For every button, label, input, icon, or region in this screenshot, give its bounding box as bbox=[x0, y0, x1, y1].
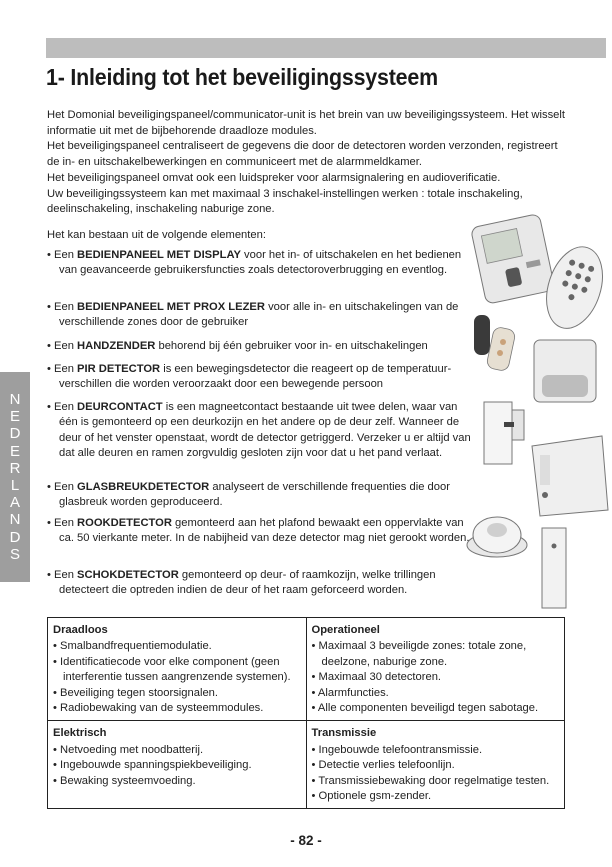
bullet-prefix: • Een bbox=[47, 249, 78, 261]
list-item-deurcontact bbox=[47, 400, 477, 462]
shock-detector-illustration bbox=[542, 528, 566, 608]
list-item-bedienpaneel-display bbox=[47, 248, 477, 279]
display-keypad-illustration bbox=[470, 213, 555, 304]
bullet-prefix: • Een bbox=[47, 301, 78, 313]
intro-paragraph: Het beveiligingspaneel omvat ook een luidspreker voor alarmsignalering en audioverificatie. bbox=[47, 171, 501, 184]
device-illustrations bbox=[462, 210, 612, 610]
list-item-schokdetector bbox=[47, 568, 477, 599]
specifications-table bbox=[47, 617, 565, 809]
table-row bbox=[48, 618, 565, 721]
spec-item: • Bewaking systeemvoeding. bbox=[53, 774, 196, 787]
spec-item: • Transmissiebewaking door regelmatige testen. bbox=[311, 774, 550, 787]
side-tab-letter: N bbox=[9, 390, 21, 408]
spec-cell-elektrisch bbox=[48, 721, 307, 809]
spec-item: • Ingebouwde spanningspiekbeveiliging. bbox=[53, 759, 252, 772]
item-name: PIR DETECTOR bbox=[77, 363, 161, 375]
table-row bbox=[48, 721, 565, 809]
bullet-prefix: • Een bbox=[47, 340, 78, 352]
spec-heading: Transmissie bbox=[311, 727, 377, 740]
page-number: - 82 - bbox=[290, 833, 322, 848]
item-description: analyseert de verschillende frequenties die door glasbreuk worden geproduceerd. bbox=[59, 481, 450, 509]
spec-heading: Operationeel bbox=[311, 624, 380, 636]
bullet-prefix: • Een bbox=[47, 363, 78, 375]
pir-detector-illustration bbox=[534, 340, 596, 402]
bullet-prefix: • Een bbox=[47, 401, 78, 413]
side-tab-letter: L bbox=[10, 477, 20, 494]
item-description: voor alle in- en uitschakelingen van de verschillende zones door de gebruiker bbox=[59, 301, 459, 329]
item-name: GLASBREUKDETECTOR bbox=[77, 481, 210, 493]
remote-fob-illustration bbox=[474, 315, 516, 372]
item-description: gemonteerd op deur- of raamkozijn, welke trillingen detecteert die optreden indien de deur of het raam geforceerd worden. bbox=[59, 569, 436, 597]
spec-cell-transmissie bbox=[306, 721, 565, 809]
list-item-handzender bbox=[47, 339, 477, 354]
spec-heading: Draadloos bbox=[53, 624, 108, 636]
item-name: BEDIENPANEEL MET DISPLAY bbox=[77, 249, 241, 261]
header-bar bbox=[46, 38, 606, 58]
item-name: ROOKDETECTOR bbox=[77, 517, 172, 529]
spec-item: • Detectie verlies telefoonlijn. bbox=[311, 759, 455, 772]
side-tab-letter: E bbox=[9, 408, 20, 426]
item-name: BEDIENPANEEL MET PROX LEZER bbox=[77, 301, 265, 313]
bullet-prefix: • Een bbox=[47, 517, 78, 529]
intro-paragraph: Het Domonial beveiligingspaneel/communicator-unit is het brein van uw beveiligingssysteem. Het wisselt informatie uit met de bijbehorende draadloze modules. bbox=[47, 109, 565, 137]
item-name: SCHOKDETECTOR bbox=[77, 569, 179, 581]
side-tab-letter: A bbox=[9, 494, 20, 512]
spec-item: • Netvoeding met noodbatterij. bbox=[53, 743, 204, 756]
spec-item: • Smalbandfrequentiemodulatie. bbox=[53, 640, 212, 653]
spec-item: • Alarmfuncties. bbox=[311, 686, 389, 699]
intro-paragraph: Het beveiligingspaneel centraliseert de gegevens die door de detectoren worden verzonden, registreert de in- en uitschakelbewerkingen en communiceert met de alarmmeldkamer. bbox=[47, 140, 558, 169]
spec-item: • Optionele gsm-zender. bbox=[311, 790, 432, 803]
list-item-glasbreukdetector bbox=[47, 480, 477, 511]
spec-item: • Identificatiecode voor elke component (geen interferentie tussen aangrenzende systemen). bbox=[53, 655, 291, 684]
spec-item: • Beveiliging tegen stoorsignalen. bbox=[53, 686, 218, 699]
bullet-prefix: • Een bbox=[47, 481, 78, 493]
item-description: gemonteerd aan het plafond bewaakt een oppervlakte van ca. 50 vierkante meter. In de nabijheid van deze detector mag niet gerookt worden. bbox=[59, 517, 470, 545]
item-description: voor het in- of uitschakelen en het bedienen van geavanceerde gebruikersfuncties zoals detectoroverbrugging en eventlog. bbox=[59, 249, 462, 277]
list-item-rookdetector bbox=[47, 516, 477, 547]
item-name: DEURCONTACT bbox=[77, 401, 163, 413]
language-side-tab bbox=[0, 372, 30, 582]
side-tab-letter: D bbox=[9, 425, 21, 443]
spec-cell-draadloos bbox=[48, 618, 307, 721]
spec-item: • Maximaal 30 detectoren. bbox=[311, 671, 442, 684]
spec-item: • Alle componenten beveiligd tegen sabotage. bbox=[311, 702, 539, 715]
side-tab-letter: D bbox=[9, 528, 21, 546]
intro-text bbox=[47, 108, 567, 218]
spec-item: • Maximaal 3 beveiligde zones: totale zone, deelzone, naburige zone. bbox=[311, 640, 527, 668]
elements-lead: Het kan bestaan uit de volgende elementen: bbox=[47, 229, 266, 241]
side-tab-letter: N bbox=[9, 511, 21, 529]
intro-paragraph: Uw beveiligingssysteem kan met maximaal 3 inschakel-instellingen werken : totale inschakeling, deelinschakeling, inschakeling naburige zone. bbox=[47, 187, 523, 216]
spec-item: • Ingebouwde telefoontransmissie. bbox=[311, 743, 483, 756]
item-name: HANDZENDER bbox=[77, 340, 156, 352]
list-item-pir-detector bbox=[47, 362, 477, 393]
spec-item: • Radiobewaking van de systeemmodules. bbox=[53, 702, 264, 715]
item-description: is een bewegingsdetector die reageert op de temperatuur-verschillen die worden veroorzaakt door een bewegende persoon bbox=[59, 363, 452, 391]
list-item-bedienpaneel-prox bbox=[47, 300, 477, 331]
side-tab-letter: S bbox=[9, 545, 20, 563]
item-description: behorend bij één gebruiker voor in- en uitschakelingen bbox=[155, 340, 428, 352]
prox-keypad-illustration bbox=[537, 240, 612, 336]
side-tab-letter: E bbox=[9, 442, 20, 460]
spec-heading: Elektrisch bbox=[53, 727, 107, 740]
glass-break-detector-illustration bbox=[532, 436, 608, 516]
item-description: is een magneetcontact bestaande uit twee delen, waar van één is gemonteerd op een deurkozijn en het andere op de deur zelf. Wanneer de deur of het venster openstaat, wordt de detector getriggerd. Verzeker u er altijd van dat alle deuren en ramen zorgvuldig gesloten zijn voor dat u het pand verlaat. bbox=[59, 401, 471, 460]
bullet-prefix: • Een bbox=[47, 569, 78, 581]
page-title: 1- Inleiding tot het beveiligingssysteem bbox=[46, 64, 438, 90]
side-tab-letter: R bbox=[9, 459, 21, 477]
smoke-detector-illustration bbox=[467, 517, 527, 557]
door-contact-illustration bbox=[484, 402, 524, 464]
spec-cell-operationeel bbox=[306, 618, 565, 721]
